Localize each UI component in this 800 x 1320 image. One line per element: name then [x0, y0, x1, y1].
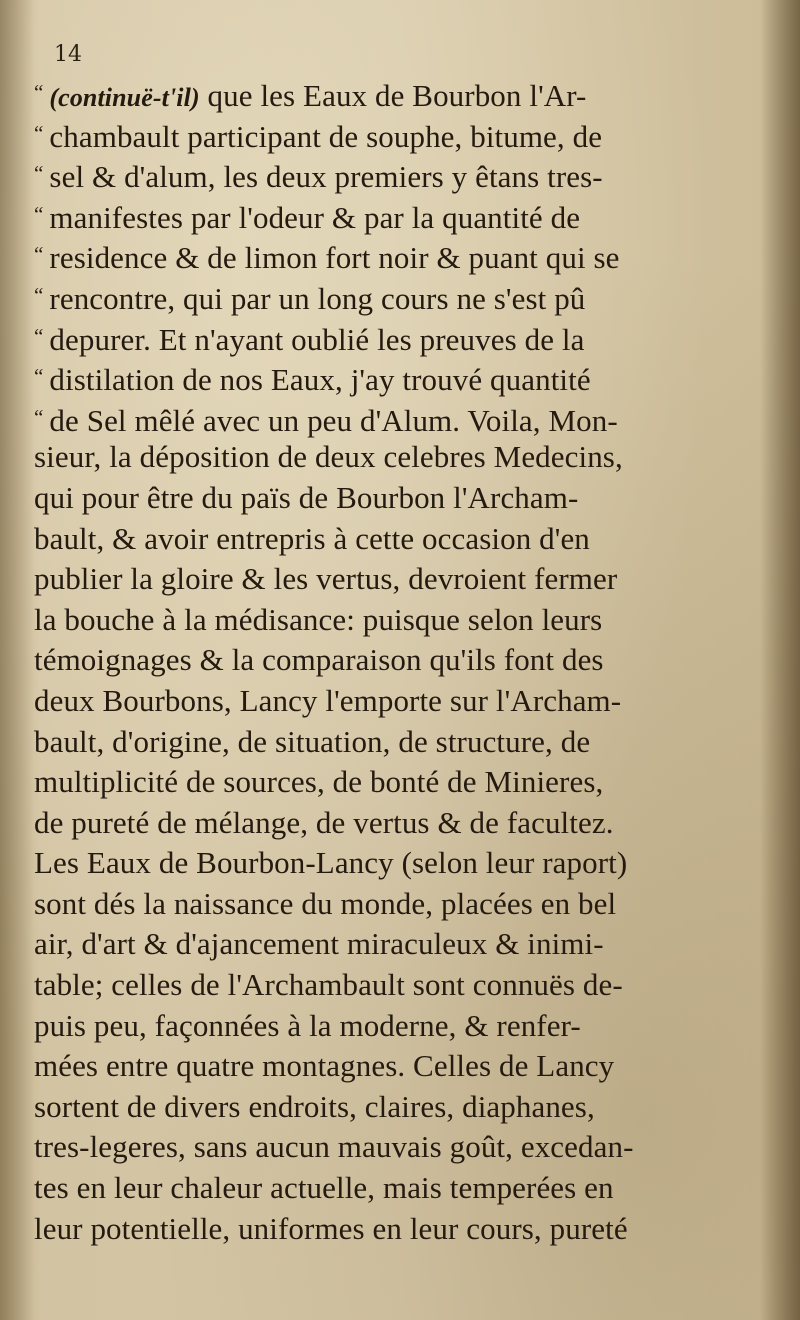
- line-text: tres-legeres, sans aucun mauvais goût, excedan-: [34, 1129, 634, 1165]
- line-text: de pureté de mélange, de vertus & de facultez.: [34, 804, 614, 840]
- line-text: leur potentielle, uniformes en leur cours, pureté: [34, 1210, 628, 1246]
- text-line: [34, 1127, 750, 1168]
- line-text: publier la gloire & les vertus, devroient fermer: [34, 561, 618, 597]
- text-line: [34, 437, 750, 478]
- quotation-mark: “: [34, 323, 44, 348]
- line-text: distilation de nos Eaux, j'ay trouvé quantité: [49, 362, 591, 398]
- text-line: [34, 762, 750, 803]
- text-line: [34, 559, 750, 600]
- line-text: sel & d'alum, les deux premiers y êtans tres-: [49, 159, 603, 195]
- line-text: bault, & avoir entrepris à cette occasion d'en: [34, 520, 590, 556]
- text-line: [34, 194, 750, 235]
- text-line: [34, 843, 750, 884]
- line-text: témoignages & la comparaison qu'ils font des: [34, 642, 604, 678]
- text-line: [34, 275, 750, 316]
- page-number: 14: [54, 42, 82, 67]
- quotation-mark: “: [34, 80, 44, 104]
- text-line: [34, 1006, 750, 1047]
- line-text: puis peu, façonnées à la moderne, & renfer-: [34, 1007, 581, 1043]
- italic-phrase: (continuë-t'il): [49, 83, 200, 112]
- text-line: [34, 1046, 750, 1087]
- text-line: [34, 72, 750, 113]
- quotation-mark: “: [34, 201, 44, 226]
- line-text: air, d'art & d'ajancement miraculeux & inimi-: [34, 926, 604, 962]
- text-line: [34, 397, 750, 438]
- line-text: tes en leur chaleur actuelle, mais temperées en: [34, 1170, 614, 1206]
- text-line: [34, 722, 750, 763]
- line-text: que les Eaux de Bourbon l'Ar-: [199, 78, 587, 113]
- text-line: [34, 803, 750, 844]
- text-line: [34, 1209, 750, 1250]
- line-text: chambault participant de souphe, bitume, de: [49, 118, 603, 154]
- text-line: [34, 640, 750, 681]
- text-line: [34, 600, 750, 641]
- line-text: multiplicité de sources, de bonté de Minieres,: [34, 764, 604, 800]
- text-line: [34, 1168, 750, 1209]
- line-text: residence & de limon fort noir & puant qui se: [49, 240, 620, 276]
- quotation-mark: “: [34, 161, 44, 186]
- text-line: [34, 478, 750, 519]
- text-line: [34, 965, 750, 1006]
- gutter-shadow: [0, 0, 34, 1320]
- line-text: sortent de divers endroits, claires, diaphanes,: [34, 1088, 595, 1124]
- text-line: [34, 884, 750, 925]
- line-text: manifestes par l'odeur & par la quantité de: [49, 199, 581, 235]
- text-line: [34, 113, 750, 154]
- line-text: mées entre quatre montagnes. Celles de Lancy: [34, 1048, 615, 1084]
- text-line: [34, 356, 750, 397]
- line-text: rencontre, qui par un long cours ne s'est pû: [49, 280, 586, 316]
- line-text: sont dés la naissance du monde, placées en bel: [34, 885, 617, 921]
- text-line: [34, 234, 750, 275]
- text-line: [34, 924, 750, 965]
- text-line: [34, 519, 750, 560]
- line-text: la bouche à la médisance: puisque selon leurs: [34, 601, 603, 637]
- line-text: depurer. Et n'ayant oublié les preuves de la: [49, 321, 585, 357]
- line-text: Les Eaux de Bourbon-Lancy (selon leur raport): [34, 845, 628, 881]
- line-text: de Sel mêlé avec un peu d'Alum. Voila, Mon-: [49, 402, 618, 438]
- quotation-mark: “: [34, 282, 44, 307]
- text-line: [34, 316, 750, 357]
- text-line: [34, 681, 750, 722]
- quotation-mark: “: [34, 120, 44, 145]
- line-text: deux Bourbons, Lancy l'emporte sur l'Archam-: [34, 682, 622, 718]
- line-text: bault, d'origine, de situation, de structure, de: [34, 723, 591, 759]
- quotation-mark: “: [34, 242, 44, 267]
- body-text: [34, 72, 750, 1249]
- quotation-mark: “: [34, 364, 44, 389]
- line-text: qui pour être du païs de Bourbon l'Archam-: [34, 479, 579, 515]
- text-line: [34, 153, 750, 194]
- page-edge-shadow: [760, 0, 800, 1320]
- quotation-mark: “: [34, 404, 44, 429]
- text-line: [34, 1087, 750, 1128]
- line-text: table; celles de l'Archambault sont connuës de-: [34, 967, 623, 1003]
- line-text: sieur, la déposition de deux celebres Medecins,: [34, 439, 623, 475]
